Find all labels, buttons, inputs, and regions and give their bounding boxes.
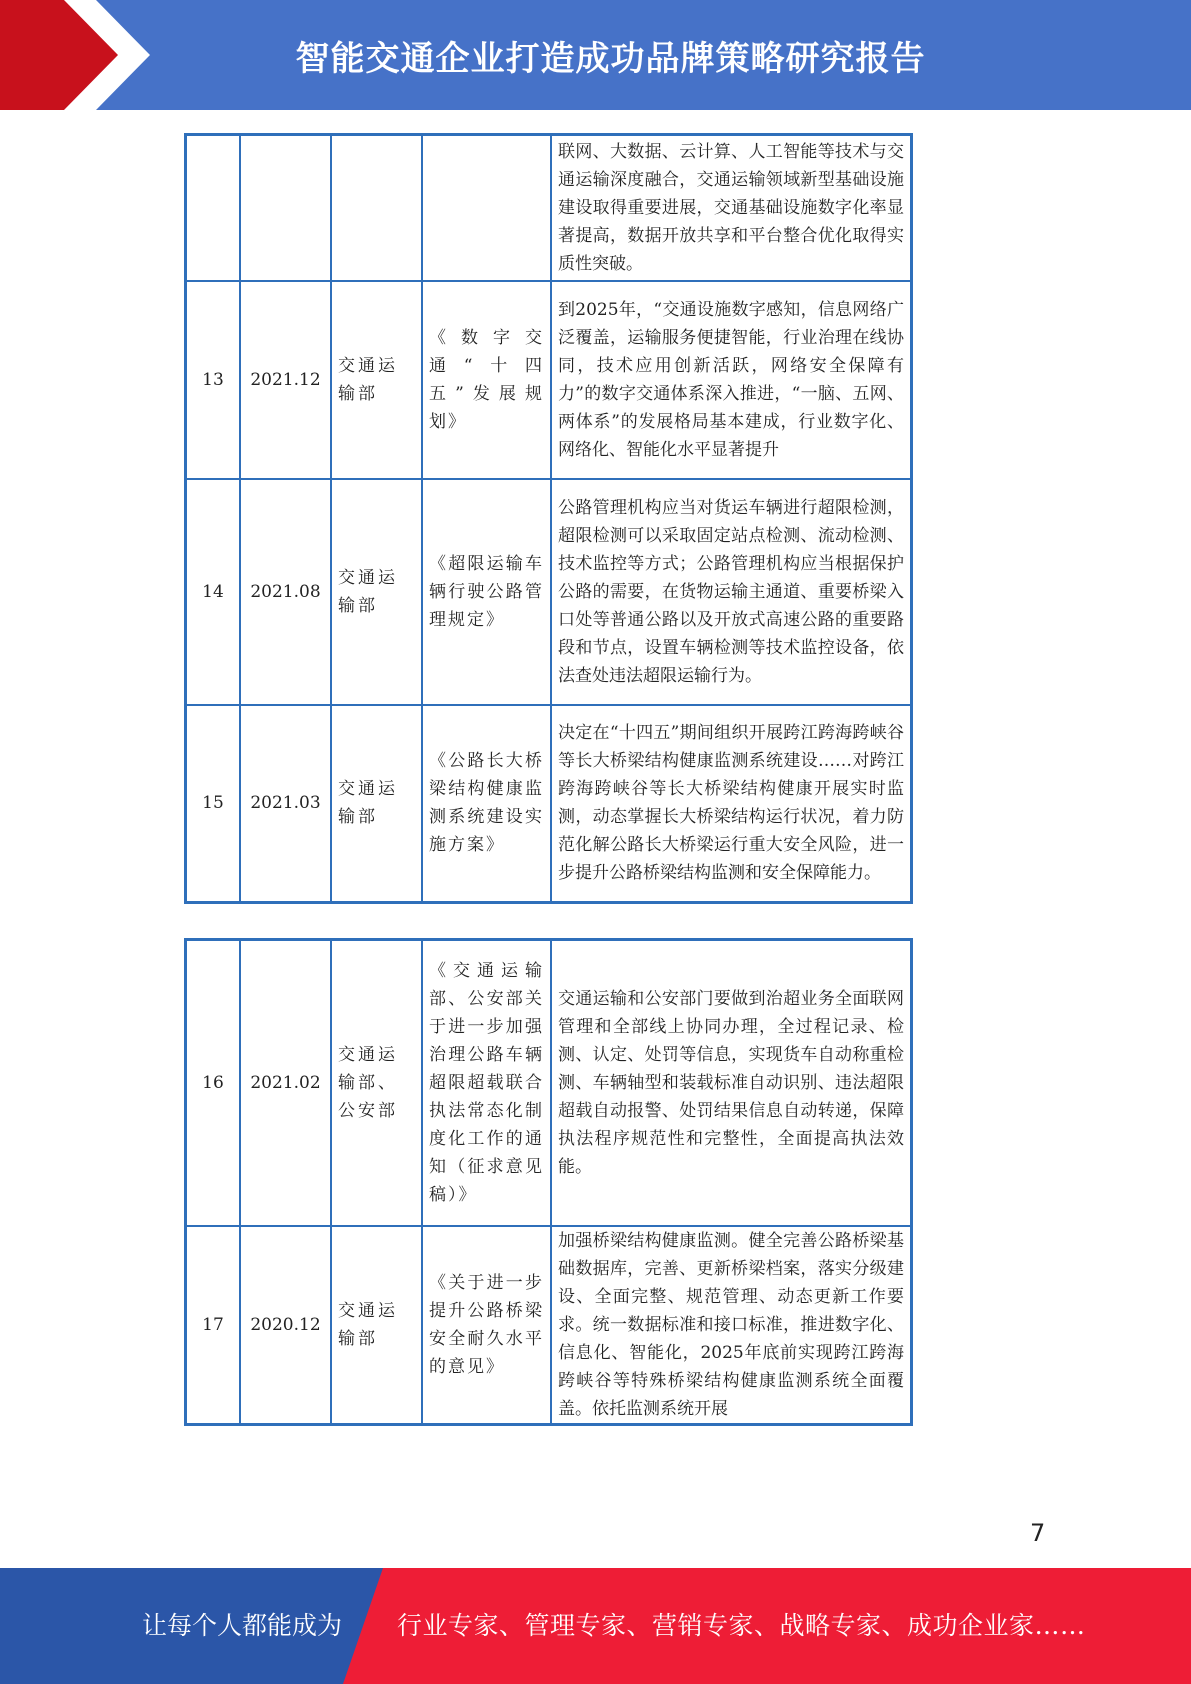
row-content: 加强桥梁结构健康监测。健全完善公路桥梁基础数据库，完善、更新桥梁档案，落实分级建设、全面完整、规范管理、动态更新工作要求。统一数据标准和接口标准，推进数字化、信息化、智能化，2025年底前实现跨江跨海跨峡谷等特殊桥梁结构健康监测系统全面覆盖。依托监测系统开展: [551, 1226, 912, 1425]
row-department: 交通运输部: [331, 479, 422, 705]
row-number: 15: [186, 705, 241, 903]
table-row: [186, 479, 912, 705]
row-policy-title: 《公路长大桥梁结构健康监测系统建设实施方案》: [422, 705, 551, 903]
row-number: 16: [186, 940, 241, 1226]
row-department: 交通运输部、公安部: [331, 940, 422, 1226]
policy-table-2: [184, 938, 913, 1426]
row-department: 交通运输部: [331, 281, 422, 479]
row-content: 决定在“十四五”期间组织开展跨江跨海跨峡谷等长大桥梁结构健康监测系统建设……对跨江跨海跨峡谷等长大桥梁结构健康开展实时监测，动态掌握长大桥梁结构运行状况，着力防范化解公路长大桥梁运行重大安全风险，进一步提升公路桥梁结构监测和安全保障能力。: [551, 705, 912, 903]
row-policy-title: 《数字交通“十四五”发展规划》: [422, 281, 551, 479]
row-content: 联网、大数据、云计算、人工智能等技术与交通运输深度融合，交通运输领域新型基础设施建设取得重要进展，交通基础设施数字化率显著提高，数据开放共享和平台整合优化取得实质性突破。: [551, 135, 912, 281]
table-row: [186, 281, 912, 479]
row-content: 交通运输和公安部门要做到治超业务全面联网管理和全部线上协同办理，全过程记录、检测、认定、处罚等信息，实现货车自动称重检测、车辆轴型和装载标准自动识别、违法超限超载自动报警、处罚结果信息自动转递，保障执法程序规范性和完整性，全面提高执法效能。: [551, 940, 912, 1226]
row-date: 2021.02: [240, 940, 331, 1226]
page-number: 7: [1030, 1519, 1046, 1547]
row-content: 到2025年，“交通设施数字感知，信息网络广泛覆盖，运输服务便捷智能，行业治理在线协同，技术应用创新活跃，网络安全保障有力”的数字交通体系深入推进，“一脑、五网、两体系”的发展格局基本建成，行业数字化、网络化、智能化水平显著提升: [551, 281, 912, 479]
footer-slogan-left: 让每个人都能成为: [142, 1611, 343, 1640]
report-title: 智能交通企业打造成功品牌策略研究报告: [295, 38, 926, 79]
row-number: [186, 135, 241, 281]
row-department: [331, 135, 422, 281]
table-row: [186, 135, 912, 281]
row-department: 交通运输部: [331, 705, 422, 903]
row-date: 2021.03: [240, 705, 331, 903]
row-policy-title: 《超限运输车辆行驶公路管理规定》: [422, 479, 551, 705]
policy-table-1: [184, 133, 913, 904]
table-row: [186, 940, 912, 1226]
row-content: 公路管理机构应当对货运车辆进行超限检测，超限检测可以采取固定站点检测、流动检测、技术监控等方式；公路管理机构应当根据保护公路的需要，在货物运输主通道、重要桥梁入口处等普通公路以及开放式高速公路的重要路段和节点，设置车辆检测等技术监控设备，依法查处违法超限运输行为。: [551, 479, 912, 705]
row-number: 17: [186, 1226, 241, 1425]
row-date: 2020.12: [240, 1226, 331, 1425]
row-department: 交通运输部: [331, 1226, 422, 1425]
row-number: 14: [186, 479, 241, 705]
row-date: 2021.08: [240, 479, 331, 705]
row-date: 2021.12: [240, 281, 331, 479]
row-date: [240, 135, 331, 281]
table-row: [186, 705, 912, 903]
page-footer: [0, 1568, 1191, 1684]
page-header: [0, 0, 1191, 110]
row-number: 13: [186, 281, 241, 479]
row-policy-title: 《交通运输部、公安部关于进一步加强治理公路车辆超限超载联合执法常态化制度化工作的通知（征求意见稿）》: [422, 940, 551, 1226]
row-policy-title: 《关于进一步提升公路桥梁安全耐久水平的意见》: [422, 1226, 551, 1425]
table-row: [186, 1226, 912, 1425]
row-policy-title: [422, 135, 551, 281]
footer-slogan-right: 行业专家、管理专家、营销专家、战略专家、成功企业家……: [397, 1611, 1086, 1640]
